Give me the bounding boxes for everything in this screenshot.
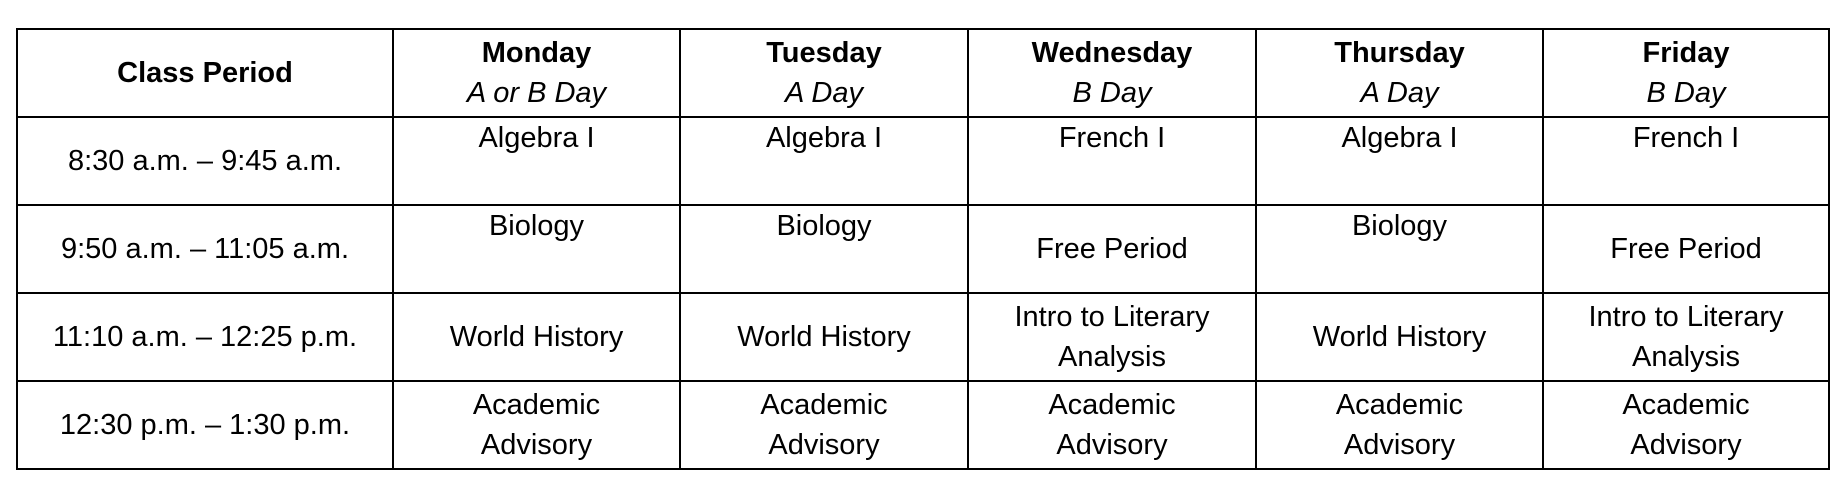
class-label: Intro to Literary Analysis [1588,301,1784,373]
day-name: Tuesday [766,37,882,69]
day-type: A or B Day [466,77,607,109]
day-name: Wednesday [1031,37,1193,69]
class-cell [968,293,1256,381]
day-type: B Day [1072,77,1152,109]
class-cell: Biology [1256,205,1543,293]
day-type: A Day [785,77,863,109]
day-name: Friday [1642,37,1730,69]
class-cell [1256,381,1543,469]
class-cell: Algebra I [680,117,968,205]
class-cell: Biology [393,205,680,293]
class-cell: Free Period [1543,205,1829,293]
class-cell [680,381,968,469]
class-cell: World History [680,293,968,381]
table-row [17,117,1829,205]
class-cell: World History [1256,293,1543,381]
class-label: Academic Advisory [1335,389,1464,461]
class-label: Academic Advisory [760,389,888,461]
day-name: Thursday [1334,37,1465,69]
class-cell [393,381,680,469]
day-type: A Day [1360,77,1439,109]
day-header-thursday [1256,29,1543,117]
class-label: Intro to Literary Analysis [1014,301,1210,373]
table-row [17,381,1829,469]
class-cell: Algebra I [393,117,680,205]
class-cell: Algebra I [1256,117,1543,205]
day-name: Monday [481,37,592,69]
class-cell: Biology [680,205,968,293]
class-label: Academic Advisory [472,389,601,461]
day-header-monday [393,29,680,117]
time-cell: 9:50 a.m. – 11:05 a.m. [17,205,393,293]
class-cell: French I [1543,117,1829,205]
class-cell: World History [393,293,680,381]
day-header-friday [1543,29,1829,117]
class-cell [1543,293,1829,381]
table-row [17,293,1829,381]
time-cell: 12:30 p.m. – 1:30 p.m. [17,381,393,469]
header-row [17,29,1829,117]
class-period-header: Class Period [17,29,393,117]
class-cell [1543,381,1829,469]
class-label: Academic Advisory [1048,389,1176,461]
class-label: Academic Advisory [1622,389,1750,461]
time-cell: 8:30 a.m. – 9:45 a.m. [17,117,393,205]
time-cell: 11:10 a.m. – 12:25 p.m. [17,293,393,381]
class-schedule-table [16,28,1830,470]
class-cell: Free Period [968,205,1256,293]
table-row [17,205,1829,293]
class-cell [968,381,1256,469]
day-header-wednesday [968,29,1256,117]
class-cell: French I [968,117,1256,205]
day-header-tuesday [680,29,968,117]
day-type: B Day [1646,77,1726,109]
